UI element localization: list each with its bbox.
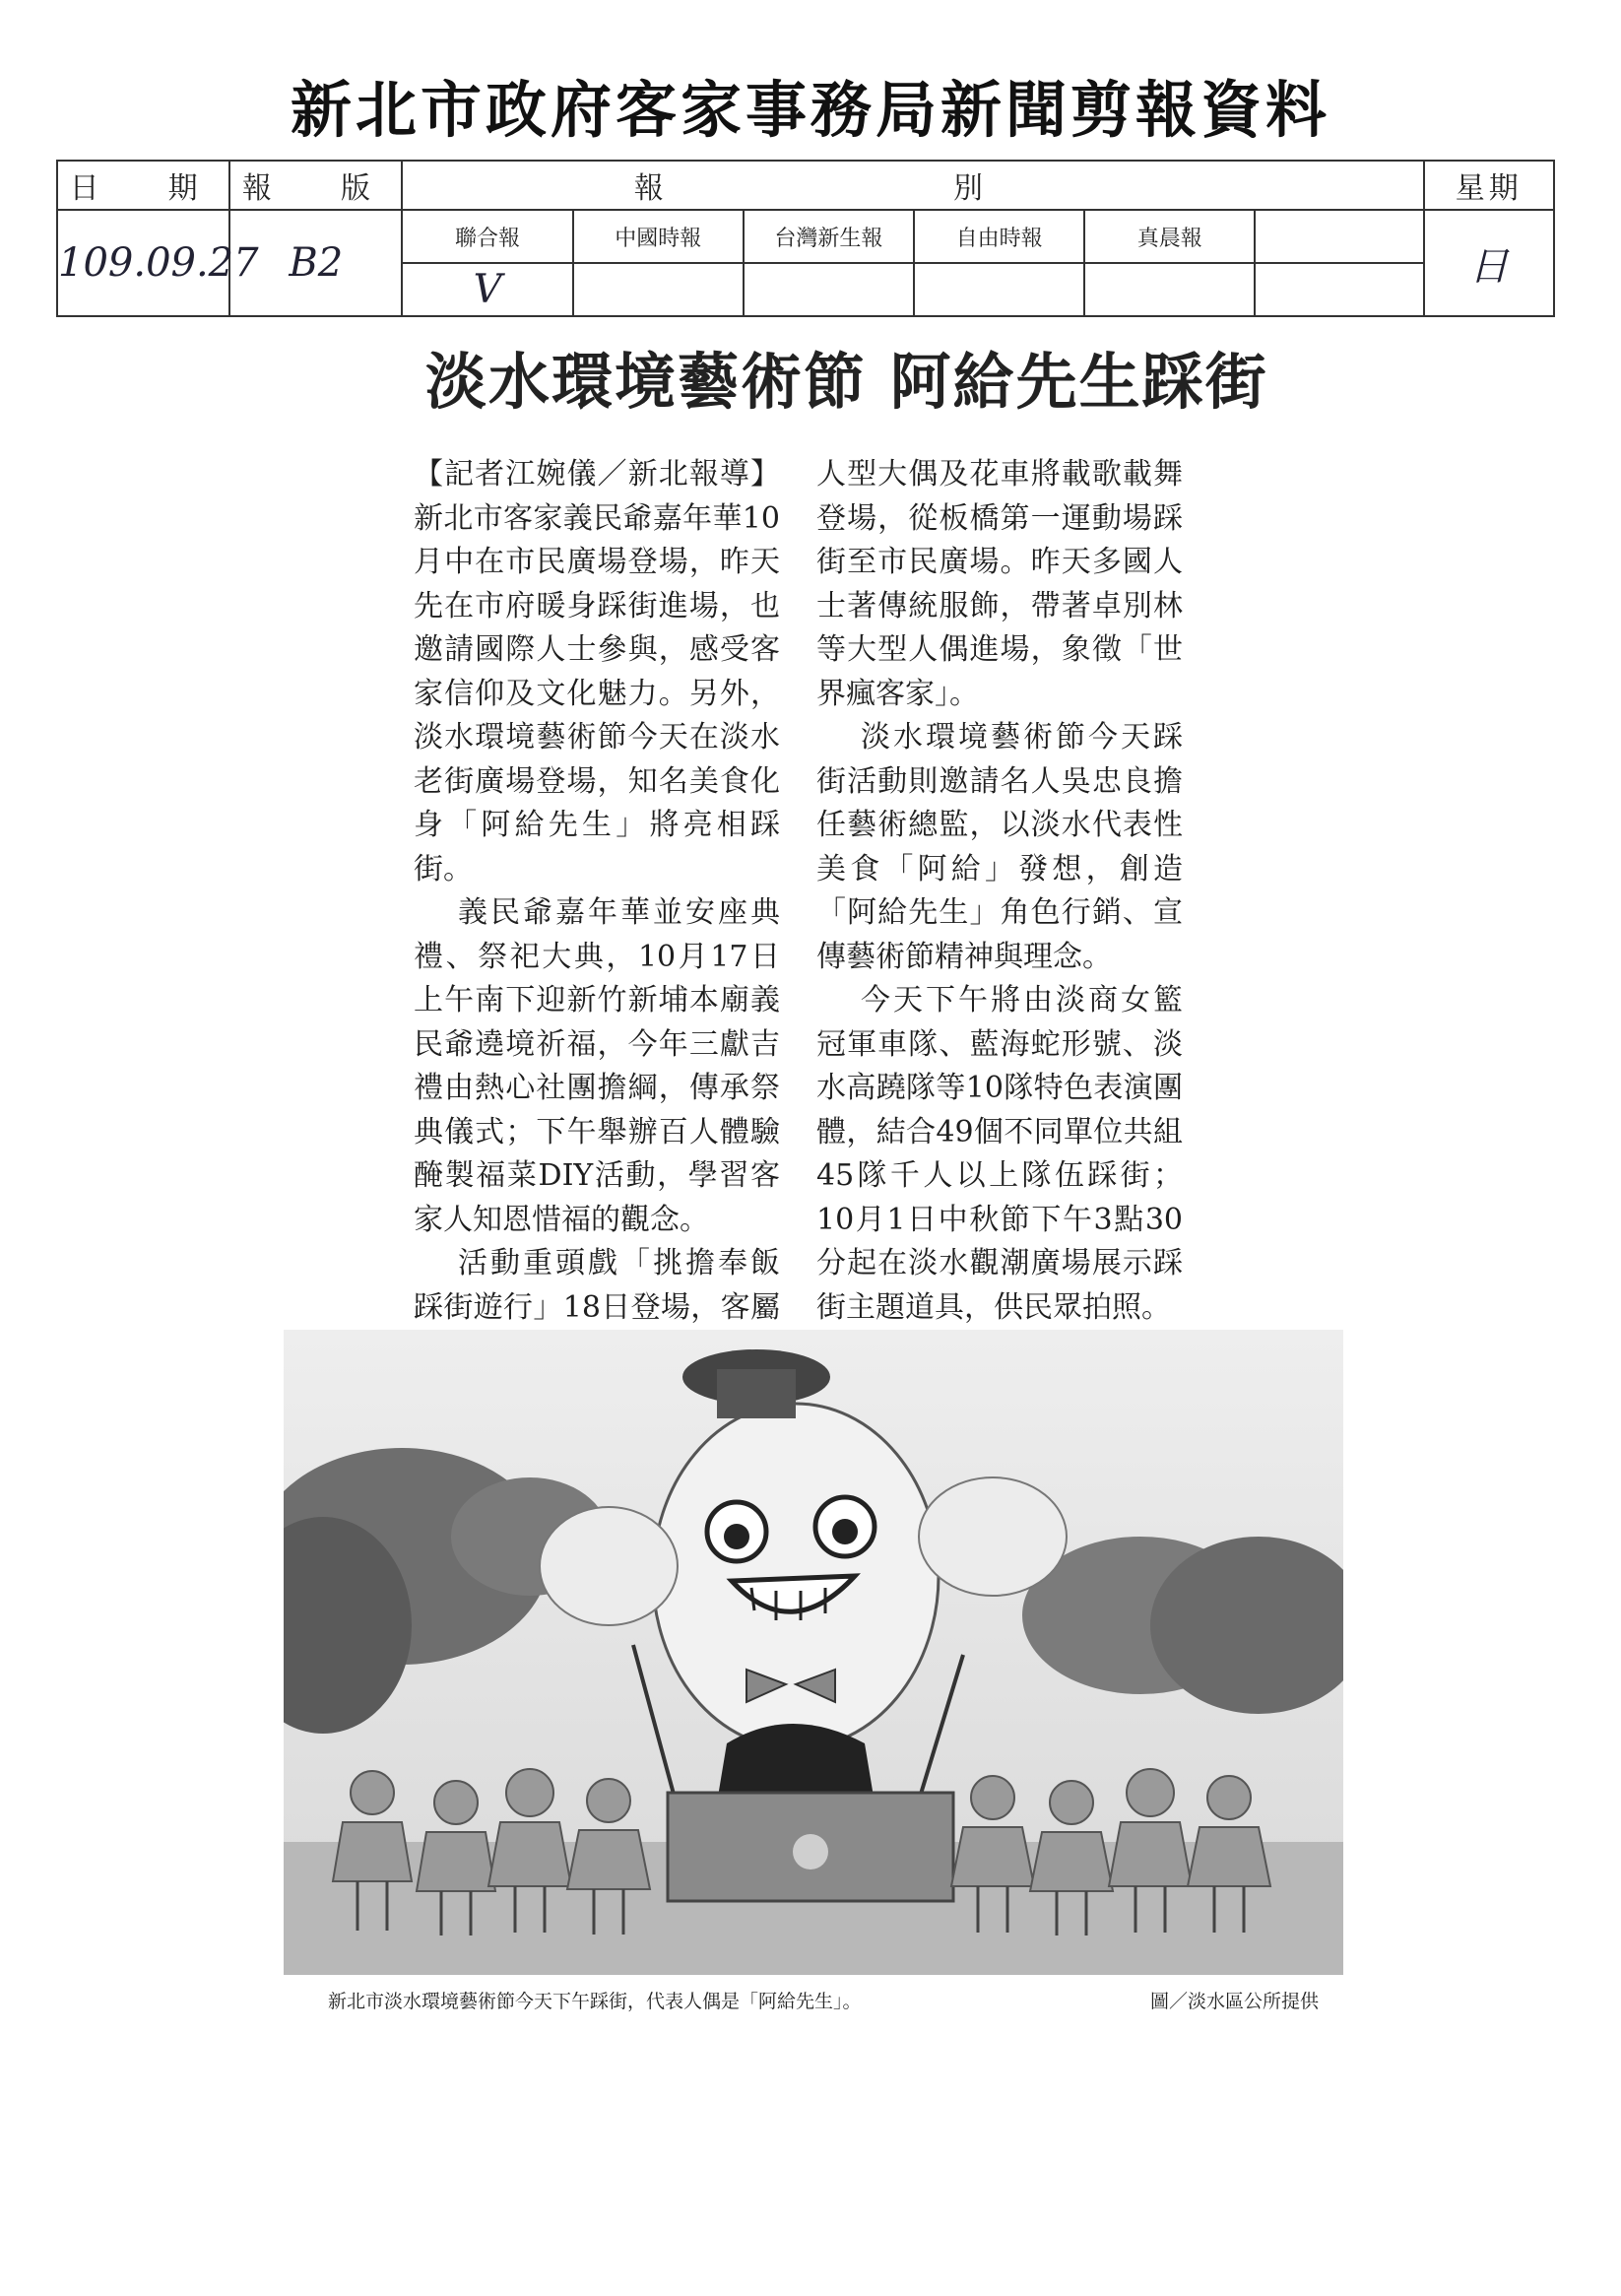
paragraph: 人型大偶及花車將載歌載舞登場，從板橋第一運動場踩街至市民廣場。昨天多國人士著傳統服飾，帶著卓別林等大型人偶進場，象徵「世界瘋客家」。 [816,457,1183,711]
paper-blank [1255,210,1423,263]
document-title: 新北市政府客家事務局新聞剪報資料 [290,74,1330,146]
photo-caption: 新北市淡水環境藝術節今天下午踩街，代表人偶是「阿給先生」。 [328,1991,862,2012]
check-cell-empty [914,263,1084,316]
paper-china-times: 中國時報 [573,210,744,263]
paper-label-right: 別 [914,161,1424,210]
paragraph: 今天下午將由淡商女籃冠軍車隊、藍海蛇形號、淡水高蹺隊等10隊特色表演團體，結合49個不同單位共組45隊千人以上隊伍踩街；10月1日中秋節下午3點30分起在淡水觀潮廣場展示踩街主題道具，供民眾拍照。 [816,983,1183,1325]
check-mark: V [402,263,572,316]
article-column-2 [816,453,1183,1330]
paper-taiwan-shin-sheng: 台灣新生報 [744,210,914,263]
check-cell-empty [573,263,744,316]
article-column-1 [414,453,780,1417]
paper-liberty-times: 自由時報 [914,210,1084,263]
photo-credit: 圖／淡水區公所提供 [1150,1991,1320,2012]
paper-label-left: 報 [402,161,914,210]
check-cell-empty [1255,263,1423,316]
parade-photo [284,1330,1343,1975]
paragraph: 活動重頭戲「挑擔奉飯踩街遊行」18日登場，客屬 [414,1246,780,1325]
weekday-value: 日 [1424,210,1554,316]
check-cell-empty [1084,263,1255,316]
date-value: 109.09.27 [57,210,229,316]
date-label: 日 期 [57,161,229,210]
weekday-label: 星期 [1424,161,1554,210]
edition-value: B2 [229,210,402,316]
paper-udn: 聯合報 [402,210,572,263]
paragraph: 義民爺嘉年華並安座典禮、祭祀大典，10月17日上午南下迎新竹新埔本廟義民爺遶境祈福，今年三獻吉禮由熱心社團擔綱，傳承祭典儀式；下午舉辦百人體驗醃製福菜DIY活動，學習客家人知恩惜福的觀念。 [414,895,780,1237]
clipping-info-table [56,160,1555,317]
paragraph: 淡水環境藝術節今天踩街活動則邀請名人吳忠良擔任藝術總監，以淡水代表性美食「阿給」發想，創造「阿給先生」角色行銷、宣傳藝術節精神與理念。 [816,720,1183,974]
paper-chen-chen: 真晨報 [1084,210,1255,263]
check-cell-empty [744,263,914,316]
edition-label: 報 版 [229,161,402,210]
article-headline: 淡水環境藝術節 阿給先生踩街 [425,346,1268,418]
paragraph: 【記者江婉儀／新北報導】新北市客家義民爺嘉年華10月中在市民廣場登場，昨天先在市府暖身踩街進場，也邀請國際人士參與，感受客家信仰及文化魅力。另外，淡水環境藝術節今天在淡水老街廣場登場，知名美食化身「阿給先生」將亮相踩街。 [414,457,780,886]
